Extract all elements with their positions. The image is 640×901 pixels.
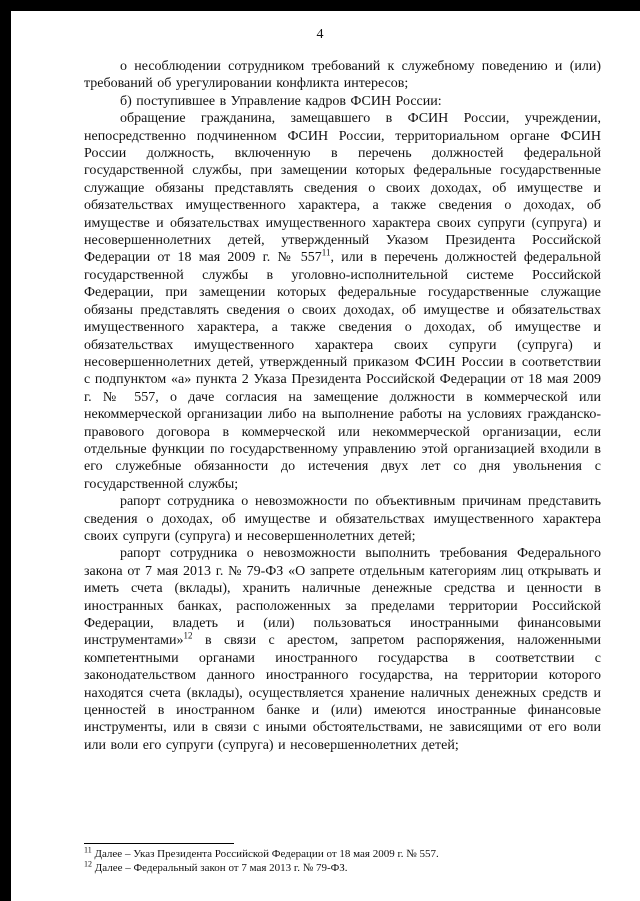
paragraph xyxy=(84,110,601,493)
scan-edge-top xyxy=(0,0,640,11)
footnote xyxy=(84,845,601,862)
footnote-reference: 11 xyxy=(321,247,331,258)
paragraph-text: б) поступившее в Управление кадров ФСИН России: xyxy=(120,93,442,109)
document-body xyxy=(84,58,601,754)
paragraph xyxy=(84,93,601,110)
paragraph xyxy=(84,493,601,545)
paragraph-text: обращение гражданина, замещавшего в ФСИН России, учреждении, непосредственно подчиненном ФСИН России, территориальном органе ФСИН России должность, включенную в перечень должностей федеральной государственной службы, при замещении которых федеральные государственные служащие обязаны представлять сведения о своих доходах, об имуществе и обязательствах имущественного характера, а также сведения о доходах, об имуществе и обязательствах имущественного характера своих супруги (супруга) и несовершеннолетних детей, утвержденный Указом Президента Российской Федерации от 18 мая 2009 г. № 557 xyxy=(84,111,601,266)
footnote-reference: 12 xyxy=(183,630,193,641)
footnote xyxy=(84,858,601,876)
paragraph-text: , или в перечень должностей федеральной государственной службы в уголовно-исполнительной системе Российской Федерации, при замещении которых федеральные государственные служащие обязаны представлять сведения о своих доходах, об имуществе и обязательствах имущественного характера, а также сведения о доходах, об имуществе и обязательствах имущественного характера своих супруги (супруга) и несовершеннолетних детей, утвержденный приказом ФСИН России в соответствии с подпунктом «а» пункта 2 Указа Президента Российской Федерации от 18 мая 2009 г. № 557, о даче согласия на замещение должности в коммерческой или некоммерческой организации либо на выполнение работы на условиях гражданско-правового договора в коммерческой или некоммерческой организации, если отдельные функции по государственному управлению этой организацией входили в его служебные обязанности до истечения двух лет со дня увольнения с государственной службы; xyxy=(84,250,601,492)
footnote-list xyxy=(84,845,601,875)
footnote-separator xyxy=(84,843,234,844)
footnote-text: Далее – Указ Президента Российской Федерации от 18 мая 2009 г. № 557. xyxy=(91,848,439,860)
footnotes-section xyxy=(84,843,601,875)
footnote-marker: 12 xyxy=(84,858,92,868)
paragraph-text: рапорт сотрудника о невозможности выполнить требования Федерального закона от 7 мая 2013 г. № 79-ФЗ «О запрете отдельным категориям лиц открывать и иметь счета (вклады), хранить наличные денежные средства и ценности в иностранных банках, расположенных за пределами территории Российской Федерации, владеть и (или) пользоваться иностранными финансовыми инструментами» xyxy=(84,546,601,649)
paragraph-text: о несоблюдении сотрудником требований к служебному поведению и (или) требований об урегулировании конфликта интересов; xyxy=(84,59,601,92)
paragraph-text: рапорт сотрудника о невозможности по объективным причинам представить сведения о доходах, об имуществе и обязательствах имущественного характера своих супруги (супруга) и несовершеннолетних детей; xyxy=(84,494,601,544)
scan-edge-left xyxy=(0,0,11,901)
paragraph-text: в связи с арестом, запретом распоряжения, наложенными компетентными органами иностранного государства в соответствии с законодательством данного иностранного государства, на территории которого находятся счета (вклады), осуществляется хранение наличных денежных средств и ценностей в иностранном банке и (или) имеются иностранные финансовые инструменты, или в связи с иными обстоятельствами, не зависящими от его воли или воли его супруги (супруга) и несовершеннолетних детей; xyxy=(84,633,601,753)
paragraph xyxy=(84,58,601,93)
page-number: 4 xyxy=(316,27,324,42)
footnote-marker: 11 xyxy=(84,845,92,855)
paragraph xyxy=(84,545,601,754)
footnote-text: Далее – Федеральный закон от 7 мая 2013 г. № 79-ФЗ. xyxy=(92,861,348,874)
